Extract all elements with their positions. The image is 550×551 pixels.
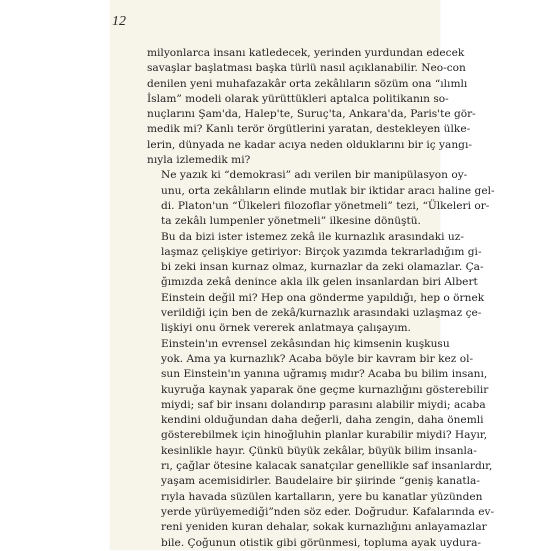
body-text [147,46,495,551]
text-line: lerin, dünyada ne kadar acıya neden olduklarını bir iç yangı- [147,138,472,151]
text-line: medik mi? Kanlı terör örgütlerini yaratan, destekleyen ülke- [147,123,471,136]
text-line: denilen yeni muhafazakâr orta zekâlıların sözüm ona “ılımlı [147,77,468,90]
text-line: gösterebilmek için hinoğluhin planlar kurabilir miydi? Hayır, [161,429,488,442]
text-line: Einstein değil mi? Hep ona gönderme yapıldığı, hep o örnek [161,291,485,304]
page-number: 12 [112,14,126,29]
text-line: İslam” modeli olarak yürüttükleri aptalca politikanın so- [147,92,449,105]
text-line: yaşam acemisidirler. Baudelaire bir şiirinde “geniş kanatla- [161,475,480,488]
text-line: Ne yazık ki “demokrasi” adı verilen bir manipülasyon oy- [161,169,468,182]
text-line: Einstein'ın evrensel zekâsından hiç kimsenin kuşkusu [161,337,450,350]
text-line: rı, çağlar ötesine kalacak sanatçılar genellikle saf insanlardır, [161,460,493,473]
text-line: ğımızda zekâ denince akla ilk gelen insanlardan biri Albert [161,276,478,289]
text-line: reni yeniden kuran dehalar, sokak kurnazlığını anlayamazlar [161,521,487,534]
text-line: miydi; saf bir insanı dolandırıp parasını alabilir miydi; acaba [161,398,486,411]
paragraph [147,337,495,551]
text-line: di. Platon'un “Ülkeleri filozoflar yönetmeli” tezi, “Ülkeleri or- [161,199,490,212]
text-line: sun Einstein'ın yanına uğramış mıdır? Acaba bu bilim insanı, [161,368,488,381]
text-line: rıyla havada süzülen kartalların, yere bu kanatlar yüzünden [161,490,483,503]
text-line: nıyla izlemedik mi? [147,154,251,167]
text-line: kesinlikle hayır. Çünkü büyük zekâlar, büyük bilim insanla- [161,444,477,457]
text-line: kendini olduğundan daha değerli, daha zengin, daha önemli [161,414,484,427]
text-line: ta zekâlı lumpenler yönetmeli” ilkesine dönüştü. [161,215,421,228]
text-line: Bu da bizi ister istemez zekâ ile kurnazlık arasındaki uz- [161,230,464,243]
text-line: bi zeki insan kurnaz olmaz, kurnazlar da zeki olamazlar. Ça- [161,261,484,274]
paragraph [147,168,495,229]
text-line: yerde yürüyemediği”nden söz eder. Doğrudur. Kafalarında ev- [161,505,495,518]
text-line: lişkiyi onu örnek vererek anlatmaya çalışayım. [161,322,411,335]
text-line: nuçlarını Şam'da, Halep'te, Suruç'ta, Ankara'da, Paris'te gör- [147,108,476,121]
text-line: verildiği için ben de zekâ/kurnazlık arasındaki uzlaşmaz çe- [161,307,482,320]
paragraph [147,230,485,337]
text-line: bile. Çoğunun otistik gibi görünmesi, topluma ayak uydura- [161,536,481,549]
text-line: kuyruğa kaynak yaparak öne geçme kurnazlığını gösterebilir [161,383,489,396]
text-line: savaşlar başlatması başka türlü nasıl açıklanabilir. Neo-con [147,62,466,75]
text-line: laşmaz çelişkiye getiriyor: Birçok yazımda tekrarladığım gi- [161,245,482,258]
text-line: milyonlarca insanı katledecek, yerinden yurdundan edecek [147,47,465,59]
text-line: unu, orta zekâlıların elinde mutlak bir iktidar aracı haline gel- [161,184,495,197]
text-line: yok. Ama ya kurnazlık? Acaba böyle bir kavram bir kez ol- [161,352,474,365]
paragraph [147,46,476,168]
